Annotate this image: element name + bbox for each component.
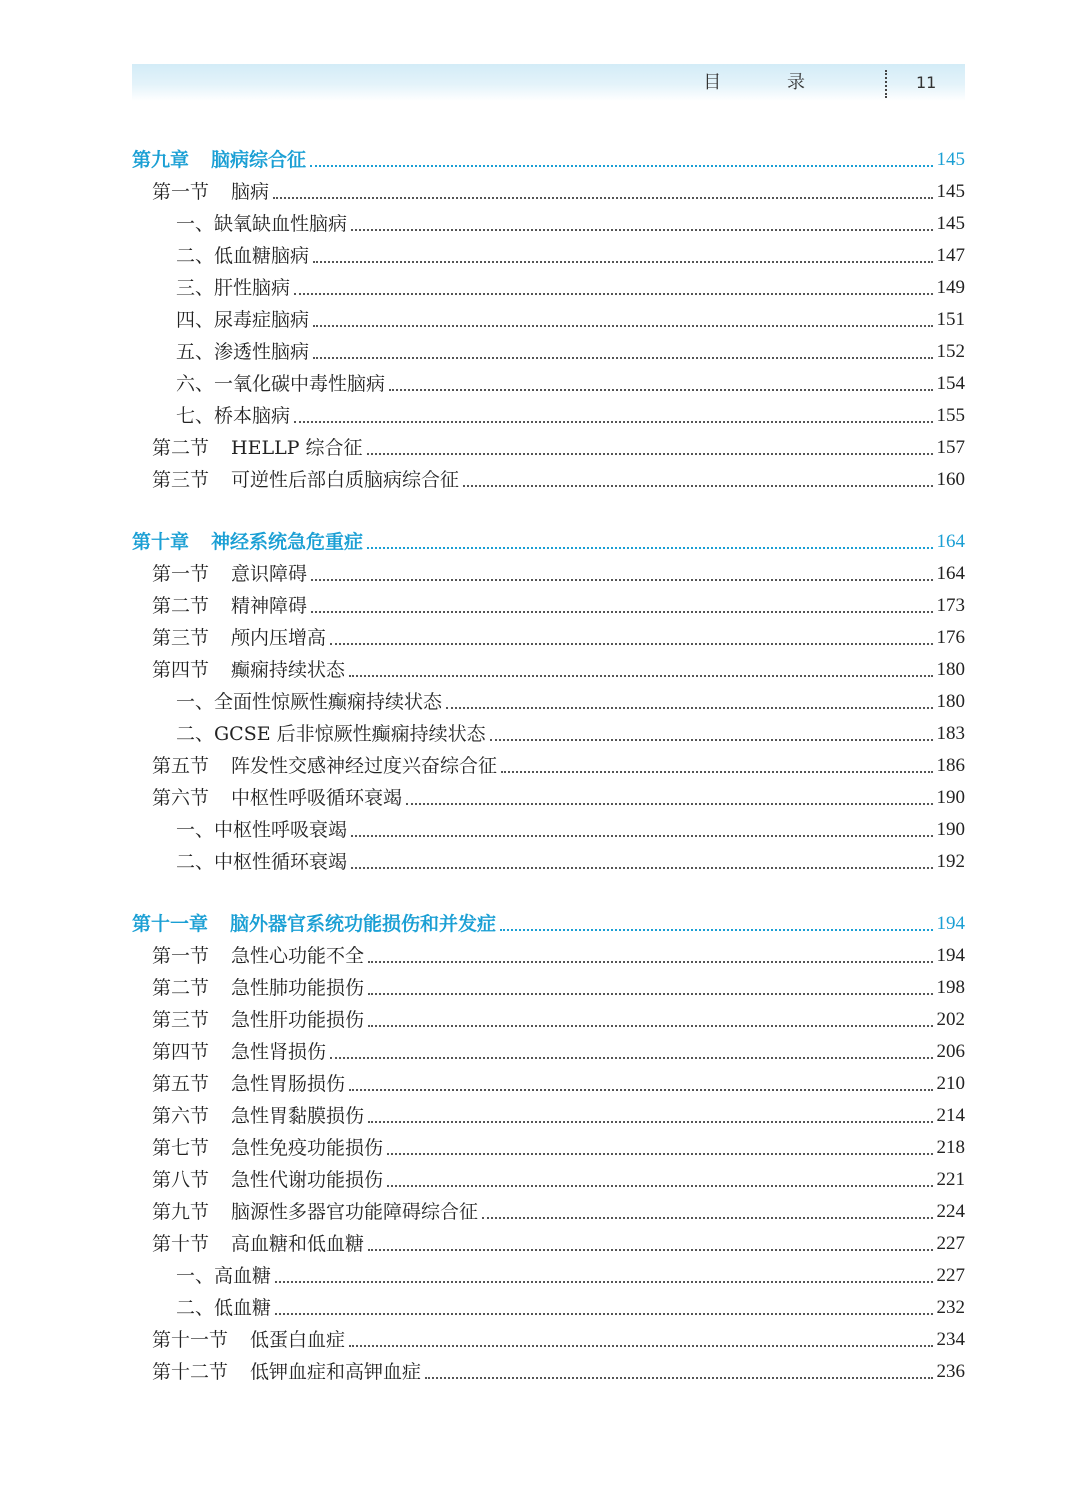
dot-leader (349, 674, 932, 677)
section-title: 低蛋白血症 (250, 1329, 346, 1351)
toc-entry-item[interactable] (132, 1260, 965, 1292)
table-of-contents (132, 144, 965, 1418)
dot-leader (367, 452, 933, 455)
chapter-title: 神经系统急危重症 (211, 531, 364, 553)
dot-leader (482, 1216, 932, 1219)
item-title: 七、桥本脑病 (176, 405, 291, 427)
toc-entry-section[interactable] (132, 464, 965, 496)
dot-leader (313, 260, 932, 263)
page-number: 206 (936, 1041, 965, 1062)
section-title: 急性肾损伤 (231, 1041, 327, 1063)
page-number: 151 (936, 309, 965, 330)
toc-entry-section[interactable] (132, 1004, 965, 1036)
page-number: 147 (936, 245, 965, 266)
chapter-number: 第九章 (132, 149, 190, 171)
dot-leader (368, 1024, 932, 1027)
dot-leader (368, 1120, 932, 1123)
dot-leader (273, 196, 932, 199)
dot-leader (275, 1312, 932, 1315)
dot-leader (313, 356, 932, 359)
toc-entry-section[interactable] (132, 1324, 965, 1356)
section-title: 急性代谢功能损伤 (231, 1169, 384, 1191)
toc-entry-item[interactable] (132, 400, 965, 432)
section-number: 第八节 (152, 1169, 210, 1191)
toc-entry-section[interactable] (132, 654, 965, 686)
page-number: 214 (936, 1105, 965, 1126)
toc-entry-item[interactable] (132, 814, 965, 846)
item-title: 二、中枢性循环衰竭 (176, 851, 348, 873)
dot-leader (275, 1280, 932, 1283)
chapter-number: 第十章 (132, 531, 190, 553)
section-title: 脑病 (231, 181, 270, 203)
section-number: 第七节 (152, 1137, 210, 1159)
page-number: 227 (936, 1265, 965, 1286)
dot-leader (310, 164, 932, 167)
dot-leader (463, 484, 932, 487)
section-number: 第三节 (152, 469, 210, 491)
toc-entry-item[interactable] (132, 846, 965, 878)
dot-leader (406, 802, 932, 805)
dot-leader (501, 770, 932, 773)
page-number: 173 (936, 595, 965, 616)
section-title: 急性胃黏膜损伤 (231, 1105, 365, 1127)
section-title: 颅内压增高 (231, 627, 327, 649)
page-number: 190 (936, 819, 965, 840)
toc-entry-section[interactable] (132, 432, 965, 464)
dot-leader (368, 1248, 932, 1251)
item-title: 二、低血糖脑病 (176, 245, 310, 267)
item-title: 二、低血糖 (176, 1297, 272, 1319)
section-title: 低钾血症和高钾血症 (250, 1361, 422, 1383)
dot-leader (330, 642, 932, 645)
page-number: 194 (936, 913, 965, 934)
item-title: 五、渗透性脑病 (176, 341, 310, 363)
section-number: 第一节 (152, 945, 210, 967)
section-number: 第二节 (152, 977, 210, 999)
dot-leader (351, 866, 932, 869)
section-number: 第九节 (152, 1201, 210, 1223)
toc-entry-section[interactable] (132, 176, 965, 208)
page-number: 192 (936, 851, 965, 872)
toc-entry-section[interactable] (132, 750, 965, 782)
dot-leader (425, 1376, 932, 1379)
page-number: 236 (936, 1361, 965, 1382)
toc-entry-section[interactable] (132, 558, 965, 590)
item-title: 一、高血糖 (176, 1265, 272, 1287)
dot-leader (313, 324, 932, 327)
toc-entry-item[interactable] (132, 304, 965, 336)
page-number: 183 (936, 723, 965, 744)
dot-leader (368, 992, 932, 995)
page-number: 202 (936, 1009, 965, 1030)
section-title: 急性肝功能损伤 (231, 1009, 365, 1031)
page-number: 190 (936, 787, 965, 808)
page-number: 164 (936, 531, 965, 552)
page-number: 232 (936, 1297, 965, 1318)
section-number: 第六节 (152, 1105, 210, 1127)
section-number: 第四节 (152, 1041, 210, 1063)
dot-leader (311, 578, 932, 581)
page-number: 227 (936, 1233, 965, 1254)
section-title: 精神障碍 (231, 595, 308, 617)
dot-leader (387, 1184, 932, 1187)
chapter-title: 脑外器官系统功能损伤和并发症 (230, 913, 497, 935)
toc-entry-section[interactable] (132, 1356, 965, 1388)
toc-entry-item[interactable] (132, 686, 965, 718)
toc-entry-section[interactable] (132, 1164, 965, 1196)
page-number: 164 (936, 563, 965, 584)
dot-leader (349, 1344, 932, 1347)
page-number: 234 (936, 1329, 965, 1350)
section-title: 急性胃肠损伤 (231, 1073, 346, 1095)
section-number: 第十二节 (152, 1361, 229, 1383)
section-number: 第五节 (152, 1073, 210, 1095)
section-number: 第四节 (152, 659, 210, 681)
toc-entry-section[interactable] (132, 1036, 965, 1068)
dot-leader (446, 706, 932, 709)
section-number: 第十节 (152, 1233, 210, 1255)
section-title: 意识障碍 (231, 563, 308, 585)
toc-entry-section[interactable] (132, 972, 965, 1004)
page-number: 221 (936, 1169, 965, 1190)
toc-entry-item[interactable] (132, 368, 965, 400)
chapter-block (132, 144, 965, 496)
header-separator (885, 70, 887, 98)
toc-entry-item[interactable] (132, 208, 965, 240)
page-number: 194 (936, 945, 965, 966)
dot-leader (294, 292, 932, 295)
toc-entry-section[interactable] (132, 1100, 965, 1132)
item-title: 二、GCSE 后非惊厥性癫痫持续状态 (176, 723, 486, 745)
section-number: 第一节 (152, 181, 210, 203)
page-number: 210 (936, 1073, 965, 1094)
dot-leader (368, 960, 932, 963)
page-number: 145 (936, 213, 965, 234)
page-number: 180 (936, 691, 965, 712)
page-number: 145 (936, 149, 965, 170)
dot-leader (330, 1056, 932, 1059)
section-title: 高血糖和低血糖 (231, 1233, 365, 1255)
toc-entry-chapter[interactable] (132, 144, 965, 176)
page-number: 157 (936, 437, 965, 458)
section-number: 第三节 (152, 627, 210, 649)
dot-leader (311, 610, 932, 613)
page-number: 152 (936, 341, 965, 362)
section-number: 第二节 (152, 595, 210, 617)
section-title: 癫痫持续状态 (231, 659, 346, 681)
page-number: 218 (936, 1137, 965, 1158)
toc-entry-section[interactable] (132, 782, 965, 814)
item-title: 一、缺氧缺血性脑病 (176, 213, 348, 235)
item-title: 一、全面性惊厥性癫痫持续状态 (176, 691, 443, 713)
page-number: 198 (936, 977, 965, 998)
toc-entry-chapter[interactable] (132, 908, 965, 940)
chapter-title: 脑病综合征 (211, 149, 307, 171)
dot-leader (389, 388, 932, 391)
section-title: 急性肺功能损伤 (231, 977, 365, 999)
section-number: 第五节 (152, 755, 210, 777)
toc-entry-section[interactable] (132, 1068, 965, 1100)
dot-leader (367, 546, 932, 549)
chapter-block (132, 908, 965, 1388)
toc-entry-item[interactable] (132, 718, 965, 750)
dot-leader (387, 1152, 932, 1155)
item-title: 一、中枢性呼吸衰竭 (176, 819, 348, 841)
item-title: 三、肝性脑病 (176, 277, 291, 299)
chapter-number: 第十一章 (132, 913, 209, 935)
running-header (132, 64, 965, 101)
dot-leader (351, 228, 932, 231)
dot-leader (349, 1088, 932, 1091)
section-number: 第二节 (152, 437, 210, 459)
toc-entry-item[interactable] (132, 272, 965, 304)
page-number: 155 (936, 405, 965, 426)
page-number: 224 (936, 1201, 965, 1222)
header-page-number: 11 (916, 73, 937, 92)
toc-entry-section[interactable] (132, 1228, 965, 1260)
header-title: 目 录 (703, 72, 835, 93)
toc-entry-item[interactable] (132, 1292, 965, 1324)
section-title: 阵发性交感神经过度兴奋综合征 (231, 755, 498, 777)
section-title: 脑源性多器官功能障碍综合征 (231, 1201, 479, 1223)
section-title: 急性免疫功能损伤 (231, 1137, 384, 1159)
toc-entry-item[interactable] (132, 336, 965, 368)
page-number: 154 (936, 373, 965, 394)
chapter-block (132, 526, 965, 878)
dot-leader (490, 738, 933, 741)
toc-entry-chapter[interactable] (132, 526, 965, 558)
page-number: 149 (936, 277, 965, 298)
toc-entry-section[interactable] (132, 940, 965, 972)
section-number: 第十一节 (152, 1329, 229, 1351)
section-number: 第三节 (152, 1009, 210, 1031)
dot-leader (294, 420, 932, 423)
page-number: 186 (936, 755, 965, 776)
dot-leader (351, 834, 932, 837)
page-number: 145 (936, 181, 965, 202)
section-number: 第六节 (152, 787, 210, 809)
section-title: 可逆性后部白质脑病综合征 (231, 469, 460, 491)
toc-entry-section[interactable] (132, 590, 965, 622)
section-title: 中枢性呼吸循环衰竭 (231, 787, 403, 809)
toc-entry-section[interactable] (132, 622, 965, 654)
section-title: HELLP 综合征 (231, 437, 363, 459)
toc-entry-section[interactable] (132, 1196, 965, 1228)
toc-entry-section[interactable] (132, 1132, 965, 1164)
page-number: 160 (936, 469, 965, 490)
page-number: 180 (936, 659, 965, 680)
dot-leader (500, 928, 932, 931)
item-title: 六、一氧化碳中毒性脑病 (176, 373, 386, 395)
item-title: 四、尿毒症脑病 (176, 309, 310, 331)
page-number: 176 (936, 627, 965, 648)
toc-entry-item[interactable] (132, 240, 965, 272)
section-title: 急性心功能不全 (231, 945, 365, 967)
section-number: 第一节 (152, 563, 210, 585)
